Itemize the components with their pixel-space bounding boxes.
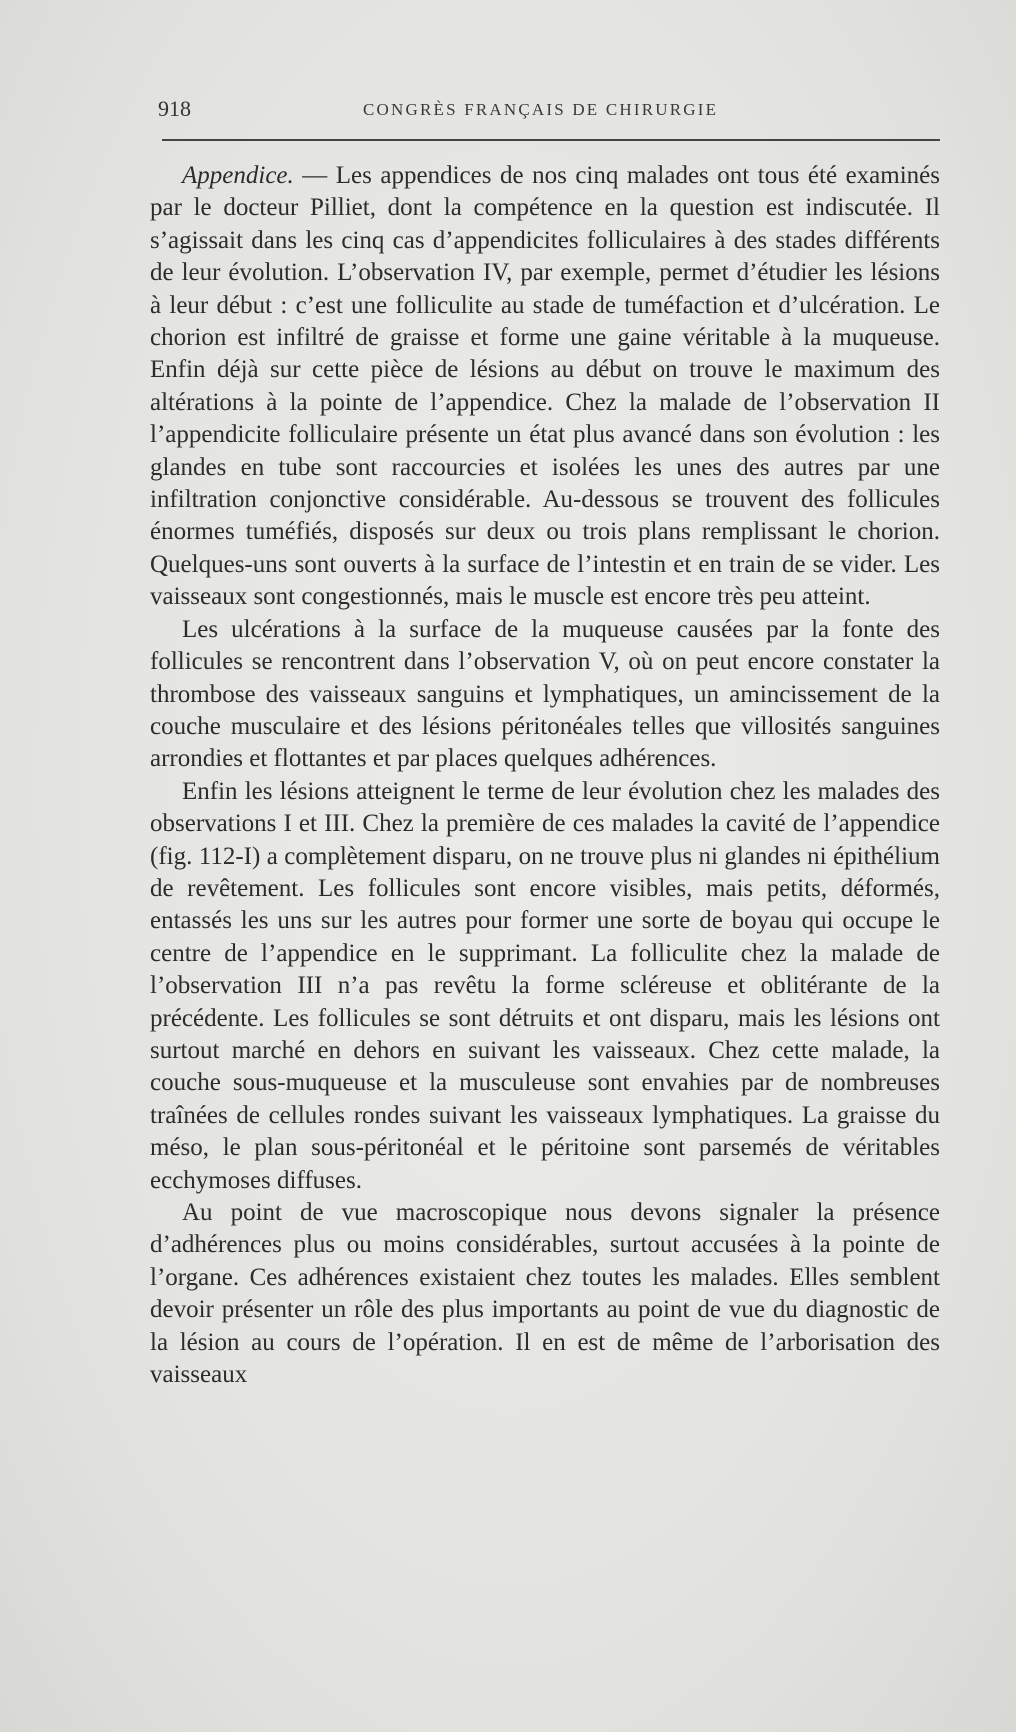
paragraph — [150, 160, 940, 614]
running-title: CONGRÈS FRANÇAIS DE CHIRURGIE — [363, 100, 719, 119]
paragraph — [150, 776, 940, 1197]
page-number: 918 — [158, 96, 191, 121]
section-lead-term: Appendice. — [182, 162, 294, 189]
header-rule — [162, 139, 940, 141]
paragraph — [150, 614, 940, 776]
body-text — [150, 160, 940, 1391]
paragraph-text: — Les appendices de nos cinq malades ont tous été examinés par le docteur Pilliet, dont la compétence en la question est indiscutée. Il s’agissait dans les cinq cas d’appendicites folliculaires à des stades différents de leur évolution. L’observation IV, par exemple, permet d’étudier les lésions à leur début : c’est une folliculite au stade de tuméfaction et d’ulcération. Le chorion est infiltré de graisse et forme une gaine véritable à la muqueuse. Enfin déjà sur cette pièce de lésions au début on trouve le maximum des altérations à la pointe de l’appendice. Chez la malade de l’observation II l’appendicite folliculaire présente un état plus avancé dans son évolution : les glandes en tube sont raccourcies et isolées les unes des autres par une infiltration conjonctive considérable. Au-dessous se trouvent des follicules énormes tuméfiés, disposés sur deux ou trois plans remplissant le chorion. Quelques-uns sont ouverts à la surface de l’intestin et en train de se vider. Les vaisseaux sont congestionnés, mais le muscle est encore très peu atteint. — [150, 162, 940, 611]
paragraph — [150, 1197, 940, 1391]
paragraph-text: Enfin les lésions atteignent le terme de leur évolution chez les malades des observations I et III. Chez la première de ces malades la cavité de l’appendice (fig. 112-I) a complètement disparu, on ne trouve plus ni glandes ni épithélium de revêtement. Les follicules sont encore visibles, mais petits, déformés, entassés les uns sur les autres pour former une sorte de boyau qui occupe le centre de l’appendice en le supprimant. La folliculite chez la malade de l’observation III n’a pas revêtu la forme scléreuse et oblitérante de la précédente. Les follicules se sont détruits et ont disparu, mais les lésions ont surtout marché en dehors en suivant les vaisseaux. Chez cette malade, la couche sous-muqueuse et la musculeuse sont envahies par de nombreuses traînées de cellules rondes suivant les vaisseaux lymphatiques. La graisse du méso, le plan sous-péritonéal et le péritoine sont parsemés de véritables ecchymoses diffuses. — [150, 777, 940, 1194]
page-header — [158, 96, 938, 130]
paragraph-text: Les ulcérations à la surface de la muqueuse causées par la fonte des follicules se rencontrent dans l’observation V, où on peut encore constater la thrombose des vaisseaux sanguins et lymphatiques, un amincissement de la couche musculaire et des lésions péritonéales telles que villosités sanguines arrondies et flottantes et par places quelques adhérences. — [150, 615, 940, 773]
paragraph-text: Au point de vue macroscopique nous devons signaler la présence d’adhérences plus ou moins considérables, surtout accusées à la pointe de l’organe. Ces adhérences existaient chez toutes les malades. Elles semblent devoir présenter un rôle des plus importants au point de vue du diagnostic de la lésion au cours de l’opération. Il en est de même de l’arborisation des vaisseaux — [150, 1199, 940, 1389]
